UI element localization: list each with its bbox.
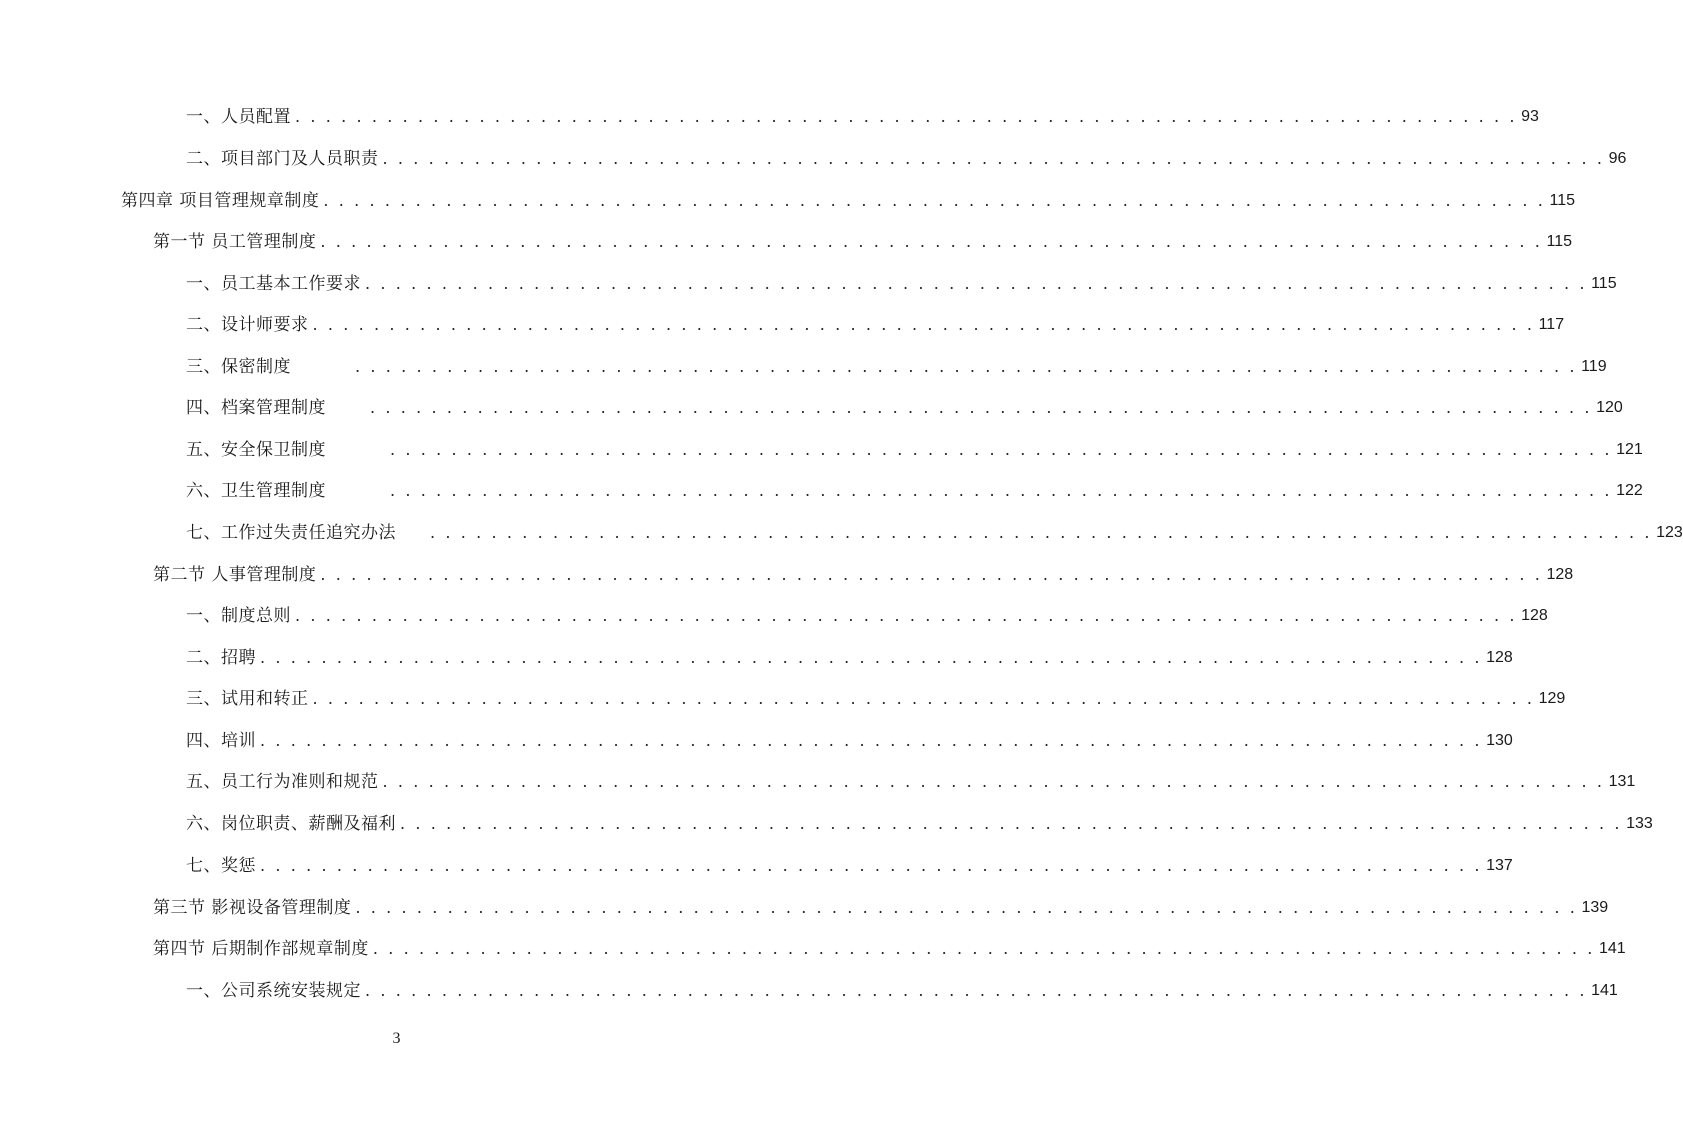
toc-entry-page: 139 [1581, 899, 1609, 916]
dot-leader: . . . . . . . . . . . . . . . . . . . . . . . . . . . . . . . . . . . . . . . . . . . . . . . . . . . . . . . . . . . . . . . . . . . . . . . . . . . . . . . . [390, 440, 1613, 459]
toc-entry[interactable] [186, 767, 1636, 797]
toc-entry-page: 137 [1486, 857, 1513, 874]
toc-entry-page: 117 [1538, 316, 1565, 333]
toc-entry[interactable] [186, 144, 1627, 174]
toc-entry-page: 122 [1616, 482, 1643, 499]
toc-entry-title: 二、招聘 [186, 648, 256, 668]
toc-entry-page: 115 [1591, 275, 1617, 292]
dot-leader: . . . . . . . . . . . . . . . . . . . . . . . . . . . . . . . . . . . . . . . . . . . . . . . . . . . . . . . . . . . . . . . . . . . . . . . . . . . . . . . . [370, 398, 1593, 417]
toc-entry[interactable] [186, 435, 1643, 465]
toc-entry-page: 128 [1521, 607, 1548, 624]
toc-entry-title: 五、安全保卫制度 [186, 440, 326, 460]
toc-entry-title: 一、员工基本工作要求 [186, 274, 361, 294]
toc-entry-title: 二、项目部门及人员职责 [186, 149, 379, 169]
toc-entry-page: 123 [1656, 524, 1683, 541]
toc-entry-page: 120 [1596, 399, 1623, 416]
toc-entry[interactable] [186, 518, 1683, 548]
dot-leader: . . . . . . . . . . . . . . . . . . . . . . . . . . . . . . . . . . . . . . . . . . . . . . . . . . . . . . . . . . . . . . . . . . . . . . . . . . . . . . . . [260, 731, 1483, 750]
dot-leader: . . . . . . . . . . . . . . . . . . . . . . . . . . . . . . . . . . . . . . . . . . . . . . . . . . . . . . . . . . . . . . . . . . . . . . . . . . . . . . . . [400, 814, 1623, 833]
toc-entry-title: 四、档案管理制度 [186, 398, 326, 418]
toc-entry[interactable] [186, 393, 1623, 423]
toc-entry[interactable] [121, 186, 1575, 216]
toc-entry-title: 七、工作过失责任追究办法 [186, 523, 396, 543]
dot-leader: . . . . . . . . . . . . . . . . . . . . . . . . . . . . . . . . . . . . . . . . . . . . . . . . . . . . . . . . . . . . . . . . . . . . . . . . . . . . . . . . [260, 648, 1483, 667]
toc-entry-page: 131 [1608, 773, 1636, 790]
toc-entry-title: 七、奖惩 [186, 856, 256, 876]
toc-entry[interactable] [186, 601, 1548, 631]
toc-entry-page: 129 [1538, 690, 1566, 707]
toc-entry[interactable] [186, 684, 1566, 714]
toc-entry-page: 141 [1598, 940, 1626, 957]
toc-entry-title: 第四节 后期制作部规章制度 [153, 939, 369, 959]
toc-entry-title: 五、员工行为准则和规范 [186, 772, 379, 792]
toc-entry-page: 96 [1608, 150, 1627, 167]
dot-leader: . . . . . . . . . . . . . . . . . . . . . . . . . . . . . . . . . . . . . . . . . . . . . . . . . . . . . . . . . . . . . . . . . . . . . . . . . . . . . . . . [312, 315, 1535, 334]
dot-leader: . . . . . . . . . . . . . . . . . . . . . . . . . . . . . . . . . . . . . . . . . . . . . . . . . . . . . . . . . . . . . . . . . . . . . . . . . . . . . . . . [382, 772, 1605, 791]
toc-entry-title: 二、设计师要求 [186, 315, 309, 335]
toc-entry[interactable] [153, 560, 1574, 590]
dot-leader: . . . . . . . . . . . . . . . . . . . . . . . . . . . . . . . . . . . . . . . . . . . . . . . . . . . . . . . . . . . . . . . . . . . . . . . . . . . . . . . . [320, 232, 1543, 251]
dot-leader: . . . . . . . . . . . . . . . . . . . . . . . . . . . . . . . . . . . . . . . . . . . . . . . . . . . . . . . . . . . . . . . . . . . . . . . . . . . . . . . . [365, 274, 1588, 293]
toc-entry[interactable] [186, 269, 1617, 299]
dot-leader: . . . . . . . . . . . . . . . . . . . . . . . . . . . . . . . . . . . . . . . . . . . . . . . . . . . . . . . . . . . . . . . . . . . . . . . . . . . . . . . . [365, 981, 1588, 1000]
toc-entry[interactable] [186, 976, 1618, 1006]
dot-leader: . . . . . . . . . . . . . . . . . . . . . . . . . . . . . . . . . . . . . . . . . . . . . . . . . . . . . . . . . . . . . . . . . . . . . . . . . . . . . . . . [312, 689, 1535, 708]
toc-entry[interactable] [153, 893, 1609, 923]
toc-entry[interactable] [186, 310, 1565, 340]
toc-entry[interactable] [186, 352, 1607, 382]
toc-entry-page: 133 [1626, 815, 1653, 832]
toc-entry[interactable] [153, 227, 1572, 257]
dot-leader: . . . . . . . . . . . . . . . . . . . . . . . . . . . . . . . . . . . . . . . . . . . . . . . . . . . . . . . . . . . . . . . . . . . . . . . . . . . . . . . . [295, 107, 1518, 126]
toc-entry-title: 第四章 项目管理规章制度 [121, 191, 320, 211]
toc-entry-page: 115 [1546, 233, 1572, 250]
toc-entry[interactable] [186, 851, 1513, 881]
toc-entry[interactable] [186, 476, 1643, 506]
dot-leader: . . . . . . . . . . . . . . . . . . . . . . . . . . . . . . . . . . . . . . . . . . . . . . . . . . . . . . . . . . . . . . . . . . . . . . . . . . . . . . . . [323, 191, 1546, 210]
page-number: 3 [392, 1030, 401, 1047]
toc-entry-page: 128 [1546, 566, 1574, 583]
dot-leader: . . . . . . . . . . . . . . . . . . . . . . . . . . . . . . . . . . . . . . . . . . . . . . . . . . . . . . . . . . . . . . . . . . . . . . . . . . . . . . . . [372, 939, 1595, 958]
toc-entry-page: 141 [1591, 982, 1618, 999]
toc-entry-page: 130 [1486, 732, 1513, 749]
toc-entry-title: 三、试用和转正 [186, 689, 309, 709]
toc-entry-title: 一、制度总则 [186, 606, 291, 626]
toc-entry-page: 128 [1486, 649, 1513, 666]
dot-leader: . . . . . . . . . . . . . . . . . . . . . . . . . . . . . . . . . . . . . . . . . . . . . . . . . . . . . . . . . . . . . . . . . . . . . . . . . . . . . . . . [260, 856, 1483, 875]
toc-entry-page: 93 [1521, 108, 1539, 125]
toc-entry[interactable] [153, 934, 1626, 964]
toc-entry-page: 119 [1581, 358, 1607, 375]
dot-leader: . . . . . . . . . . . . . . . . . . . . . . . . . . . . . . . . . . . . . . . . . . . . . . . . . . . . . . . . . . . . . . . . . . . . . . . . . . . . . . . . [390, 481, 1613, 500]
dot-leader: . . . . . . . . . . . . . . . . . . . . . . . . . . . . . . . . . . . . . . . . . . . . . . . . . . . . . . . . . . . . . . . . . . . . . . . . . . . . . . . . [355, 357, 1578, 376]
toc-entry-title: 六、岗位职责、薪酬及福利 [186, 814, 396, 834]
toc-entry-title: 三、保密制度 [186, 357, 291, 377]
toc-entry[interactable] [186, 726, 1513, 756]
toc-entry[interactable] [186, 102, 1539, 132]
dot-leader: . . . . . . . . . . . . . . . . . . . . . . . . . . . . . . . . . . . . . . . . . . . . . . . . . . . . . . . . . . . . . . . . . . . . . . . . . . . . . . . . [430, 523, 1653, 542]
dot-leader: . . . . . . . . . . . . . . . . . . . . . . . . . . . . . . . . . . . . . . . . . . . . . . . . . . . . . . . . . . . . . . . . . . . . . . . . . . . . . . . . [320, 565, 1543, 584]
dot-leader: . . . . . . . . . . . . . . . . . . . . . . . . . . . . . . . . . . . . . . . . . . . . . . . . . . . . . . . . . . . . . . . . . . . . . . . . . . . . . . . . [382, 149, 1605, 168]
dot-leader: . . . . . . . . . . . . . . . . . . . . . . . . . . . . . . . . . . . . . . . . . . . . . . . . . . . . . . . . . . . . . . . . . . . . . . . . . . . . . . . . [355, 898, 1578, 917]
toc-entry-title: 一、公司系统安装规定 [186, 981, 361, 1001]
toc-entry[interactable] [186, 643, 1513, 673]
toc-entry-page: 121 [1616, 441, 1643, 458]
toc-entry-title: 六、卫生管理制度 [186, 481, 326, 501]
toc-entry-title: 一、人员配置 [186, 107, 291, 127]
toc-entry-title: 第二节 人事管理制度 [153, 565, 317, 585]
toc-entry-page: 115 [1549, 192, 1575, 209]
toc-entry-title: 四、培训 [186, 731, 256, 751]
dot-leader: . . . . . . . . . . . . . . . . . . . . . . . . . . . . . . . . . . . . . . . . . . . . . . . . . . . . . . . . . . . . . . . . . . . . . . . . . . . . . . . . [295, 606, 1518, 625]
toc-entry-title: 第三节 影视设备管理制度 [153, 898, 352, 918]
toc-entry[interactable] [186, 809, 1653, 839]
toc-entry-title: 第一节 员工管理制度 [153, 232, 317, 252]
